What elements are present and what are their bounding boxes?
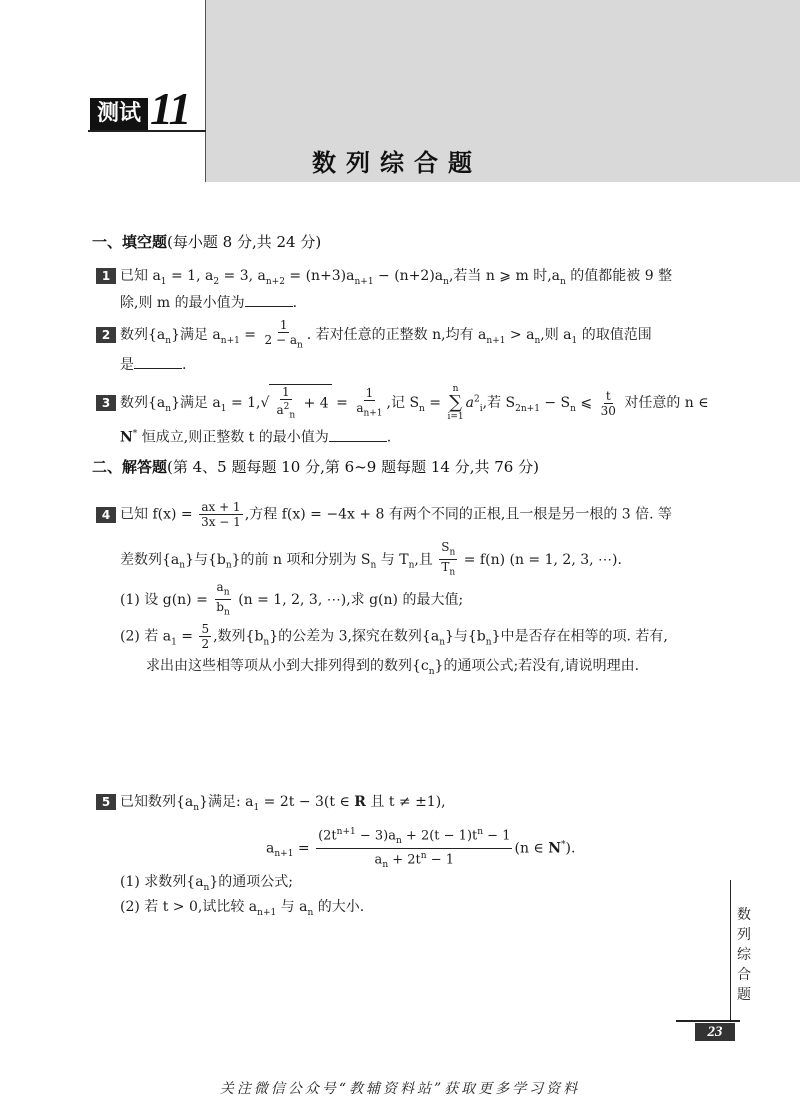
page-title: 数列综合题: [312, 149, 482, 177]
question-number: 2: [96, 327, 116, 343]
question-3-line-1: 3 数列$\{a_n\}$满足 $a_1 = 1,√$ $\frac{1}{a^2_n}$ + 4 = $\frac{1}{a_{n+1}}$ ,记 $S_n$ = n ∑ i=1 $a^2_i$,若 $S_{2n+1} - S_n$ ⩽ $\frac{t}{30}$ 对任意的 n ∈: [96, 384, 709, 422]
section-points: (第 4、5 题每题 10 分,第 6~9 题每题 14 分,共 76 分): [167, 458, 539, 476]
question-1-line-2: 除,则 m 的最小值为 .: [120, 292, 297, 313]
footer-note: 关注微信公众号“教辅资料站”获取更多学习资料: [219, 1081, 581, 1097]
question-4-part-1: (1) 设 g(n) = $\frac{a_n}{b_n}$ (n = 1, 2, 3, ⋯),求 g(n) 的最大值;: [120, 580, 464, 618]
question-4-part-2-line-2: 求出由这些相等项从小到大排列得到的数列$\{c_n\}$的通项公式;若没有,请说明理由.: [146, 658, 640, 677]
question-5-recurrence: $a_{n+1}$ = $\frac{(2t^{n+1} - 3)a_n + 2(t - 1)t^n - 1}{a_n + 2t^n - 1}$ (n ∈ N*).: [266, 827, 576, 870]
question-1-line-1: 1 已知 $a_1 = 1$, $a_2 = 3$, $a_{n+2} = (n+3)a_{n+1} - (n+2)a_n$,若当 n ⩾ m 时$,a_n$ 的值都能被 9 整: [96, 266, 672, 292]
header-divider: [205, 0, 206, 182]
section-title: 一、填空题: [92, 233, 168, 251]
question-4-part-2: (2) 若 $a_1$ = $\frac{5}{2}$ ,数列$\{b_n\}$的公差为 3,探究在数列$\{a_n\}$与$\{b_n\}$中是否存在相等的项. 若有,: [120, 622, 668, 651]
section-fill-blank-heading: [92, 231, 321, 252]
section-solution-heading: [92, 456, 539, 477]
question-5-line-1: 5 已知数列$\{a_n\}$满足: $a_1 = 2t - 3(t$ ∈ R 且 t ≠ ±1),: [96, 792, 446, 818]
side-tab-line: [730, 880, 731, 1020]
sqrt-symbol: √: [260, 395, 270, 412]
question-2-line-1: 2 数列$\{a_n\}$满足 $a_{n+1}$ = $\frac{1}{2 - a_n}$ . 若对任意的正整数 n,均有 $a_{n+1} > a_n$,则 $a_1$ 的取值范围: [96, 318, 652, 352]
fraction: $\frac{1}{2 - a_n}$: [264, 318, 303, 351]
question-2-line-2: 是 .: [120, 354, 186, 375]
answer-blank[interactable]: [329, 427, 387, 442]
question-number: 1: [96, 268, 116, 284]
question-4-line-2: 差数列$\{a_n\}$与$\{b_n\}$的前 n 项和分别为 $S_n$ 与 $T_n$,且 $\frac{S_n}{T_n}$ = f(n) (n = 1, 2, 3, ⋯).: [120, 540, 622, 578]
question-3-line-2: N* 恒成立,则正整数 t 的最小值为 .: [120, 424, 391, 448]
question-4-line-1: 4 已知 f(x) = $\frac{ax + 1}{3x - 1}$ ,方程 f(x) = −4x + 8 有两个不同的正根,且一根是另一根的 3 倍. 等: [96, 500, 672, 529]
answer-blank[interactable]: [245, 292, 293, 307]
question-5-part-1: (1) 求数列$\{a_n\}$的通项公式;: [120, 874, 293, 893]
answer-blank[interactable]: [134, 354, 182, 369]
question-5-part-2: (2) 若 t > 0,试比较 $a_{n+1}$ 与 $a_n$ 的大小.: [120, 899, 365, 918]
side-chapter-title: 数列综合题: [737, 907, 751, 1003]
section-title: 二、解答题: [92, 458, 168, 476]
page-number: 23: [695, 1023, 735, 1041]
page-number-rule: [676, 1020, 740, 1022]
sqrt-expression: $\frac{1}{a^2_n}$ + 4: [269, 384, 331, 422]
question-number: 5: [96, 794, 116, 810]
question-number: 3: [96, 395, 116, 411]
section-points: (每小题 8 分,共 24 分): [167, 233, 322, 251]
test-label: 测试: [90, 98, 148, 130]
header-gray-band: [205, 0, 800, 182]
question-number: 4: [96, 507, 116, 523]
test-number: 11: [150, 83, 190, 134]
sigma-symbol: n ∑ i=1: [447, 384, 464, 423]
